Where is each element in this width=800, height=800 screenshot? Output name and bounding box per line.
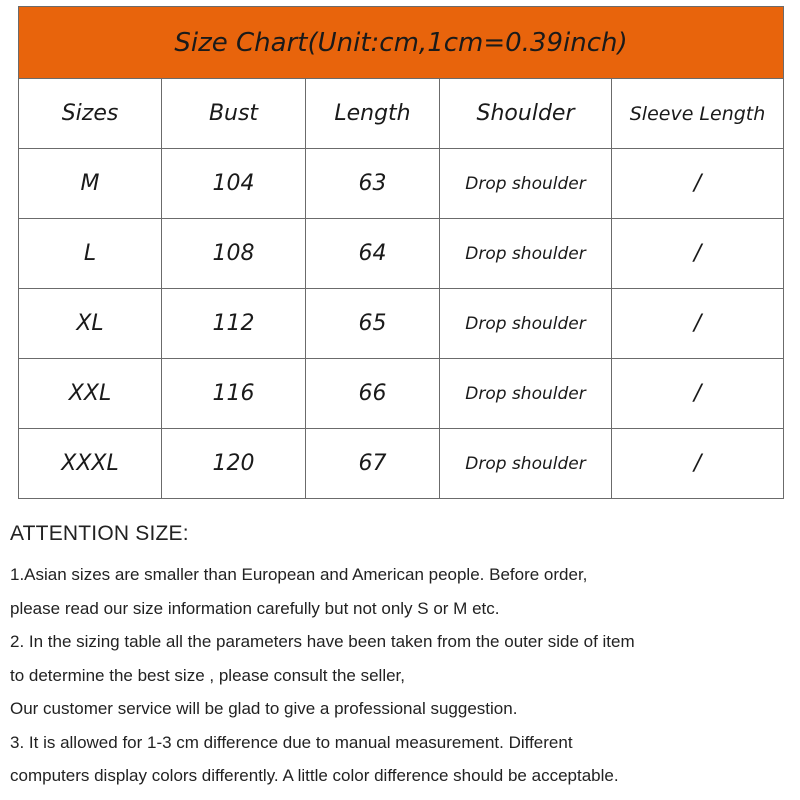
size-cell: XXXL [19,429,162,499]
table-row [19,149,784,219]
size-cell: L [19,219,162,289]
table-row [19,359,784,429]
size-cell: XL [19,289,162,359]
size-cell: XXL [19,359,162,429]
shoulder-cell: Drop shoulder [440,219,612,289]
sleeve-length-cell: / [612,359,784,429]
attention-line: Our customer service will be glad to give a professional suggestion. [10,699,518,718]
sleeve-length-cell: / [612,429,784,499]
length-cell: 65 [306,289,440,359]
size-cell: M [19,149,162,219]
shoulder-cell: Drop shoulder [440,359,612,429]
length-cell: 66 [306,359,440,429]
attention-line: 3. It is allowed for 1-3 cm difference due to manual measurement. Different [10,732,573,752]
sleeve-length-cell: / [612,149,784,219]
shoulder-cell: Drop shoulder [440,429,612,499]
shoulder-cell: Drop shoulder [440,289,612,359]
shoulder-cell: Drop shoulder [440,149,612,219]
length-cell: 63 [306,149,440,219]
attention-notes [10,522,790,793]
sleeve-length-cell: / [612,289,784,359]
bust-cell: 112 [162,289,306,359]
attention-line: please read our size information carefully but not only S or M etc. [10,598,500,618]
header-bust: Bust [162,79,306,149]
bust-cell: 116 [162,359,306,429]
attention-line: 1.Asian sizes are smaller than European and American people. Before order, [10,565,588,584]
attention-heading: ATTENTION SIZE: [10,522,189,545]
size-chart-table [18,6,784,499]
header-shoulder: Shoulder [440,79,612,149]
header-length: Length [306,79,440,149]
bust-cell: 120 [162,429,306,499]
header-sleeve-length: Sleeve Length [612,79,784,149]
bust-cell: 108 [162,219,306,289]
table-row [19,219,784,289]
bust-cell: 104 [162,149,306,219]
attention-line: 2. In the sizing table all the parameters have been taken from the outer side of item [10,632,635,651]
table-row [19,289,784,359]
size-chart-title: Size Chart(Unit:cm,1cm=0.39inch) [19,7,784,79]
attention-line: computers display colors differently. A little color difference should be acceptable. [10,766,619,785]
attention-line: to determine the best size , please consult the seller, [10,665,406,685]
sleeve-length-cell: / [612,219,784,289]
header-sizes: Sizes [19,79,162,149]
table-row [19,429,784,499]
length-cell: 67 [306,429,440,499]
length-cell: 64 [306,219,440,289]
